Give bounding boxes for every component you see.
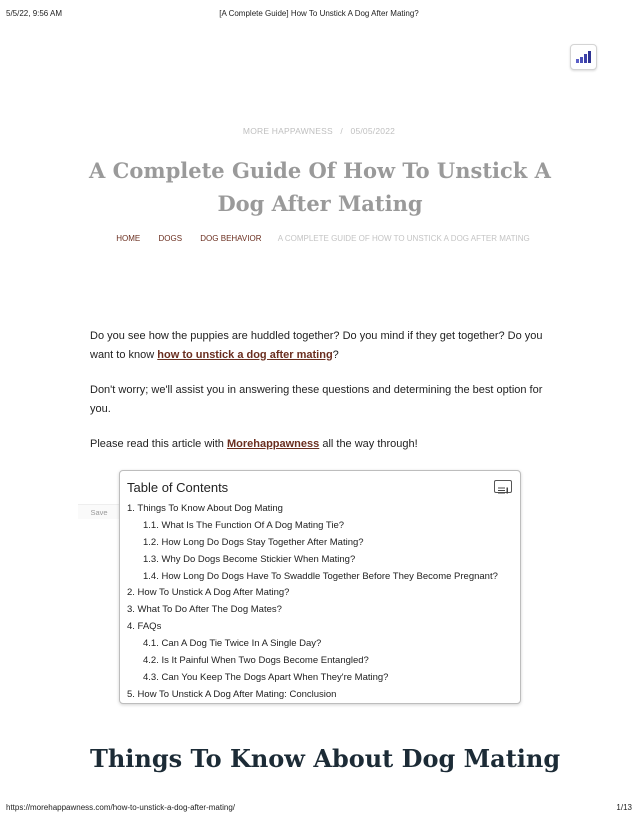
print-doc-title: [A Complete Guide] How To Unstick A Dog After Mating? (219, 9, 419, 18)
breadcrumb-home[interactable]: HOME (116, 234, 141, 243)
toc-toggle-button[interactable] (494, 480, 512, 493)
intro-text: all the way through! (319, 438, 418, 450)
breadcrumb (0, 234, 638, 243)
how-to-unstick-link[interactable]: how to unstick a dog after mating (157, 348, 333, 361)
breadcrumb-current: A COMPLETE GUIDE OF HOW TO UNSTICK A DOG AFTER MATING (277, 234, 530, 243)
print-datetime: 5/5/22, 9:56 AM (6, 9, 63, 18)
toc-item[interactable]: 4.3. Can You Keep The Dogs Apart When They're Mating? (143, 671, 389, 683)
intro-text: ? (332, 348, 339, 361)
toc-item[interactable]: 2. How To Unstick A Dog After Mating? (127, 587, 290, 599)
toc-item[interactable]: 4. FAQs (127, 621, 162, 633)
toc-item[interactable]: 4.2. Is It Painful When Two Dogs Become Entangled? (143, 655, 369, 667)
toc-item[interactable]: 1.1. What Is The Function Of A Dog Mating Tie? (143, 519, 345, 531)
section-heading: Things To Know About Dog Mating (90, 744, 561, 773)
analytics-widget-button[interactable] (570, 44, 597, 70)
post-date: 05/05/2022 (350, 126, 396, 136)
page-title: A Complete Guide Of How To Unstick A Dog After Mating (89, 158, 551, 216)
print-url: https://morehappawness.com/how-to-unstick-a-dog-after-mating/ (6, 803, 235, 812)
toc-title: Table of Contents (127, 480, 229, 495)
intro-text: Please read this article with (90, 438, 227, 450)
toc-item[interactable]: 1.2. How Long Do Dogs Stay Together After Mating? (143, 536, 364, 548)
table-of-contents (119, 470, 521, 704)
intro-paragraph-2: Don't worry; we'll assist you in answering these questions and determining the best option for you. (90, 384, 543, 415)
chart-icon (575, 50, 593, 64)
toc-item[interactable]: 3. What To Do After The Dog Mates? (127, 604, 282, 616)
toc-list (127, 501, 519, 704)
post-meta (0, 126, 638, 136)
intro-text: Do you see how the puppies are huddled together? Do you mind if they get together? Do you want to know (90, 330, 543, 361)
intro-paragraph-1 (90, 327, 560, 364)
save-button[interactable]: Save (78, 504, 120, 519)
toc-item[interactable]: 1. Things To Know About Dog Mating (127, 503, 283, 514)
print-page-number: 1/13 (616, 803, 632, 812)
toc-item[interactable]: 1.3. Why Do Dogs Become Stickier When Mating? (143, 553, 356, 565)
toc-item[interactable]: 4.1. Can A Dog Tie Twice In A Single Day? (143, 638, 322, 650)
meta-separator: / (340, 126, 343, 136)
toc-item[interactable]: 1.4. How Long Do Dogs Have To Swaddle Together Before They Become Pregnant? (143, 570, 498, 582)
list-icon (495, 485, 511, 496)
toc-item[interactable]: 5. How To Unstick A Dog After Mating: Conclusion (127, 688, 337, 700)
morehappawness-link[interactable]: Morehappawness (226, 438, 320, 450)
post-author[interactable]: MORE HAPPAWNESS (242, 126, 333, 136)
breadcrumb-dogs[interactable]: DOGS (158, 234, 183, 243)
breadcrumb-dog-behavior[interactable]: DOG BEHAVIOR (200, 234, 262, 243)
intro-paragraph-3 (90, 435, 560, 454)
